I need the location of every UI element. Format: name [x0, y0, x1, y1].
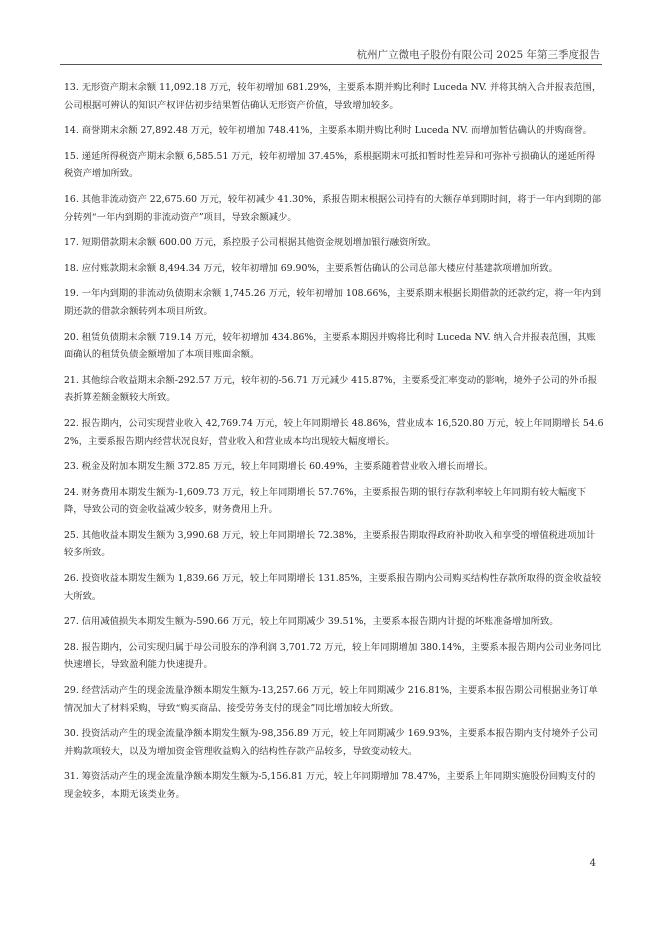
note-item: 27. 信用减值损失本期发生额为-590.66 万元，较上年同期减少 39.51%，主要系本报告期内计提的坏账准备增加所致。	[64, 616, 559, 628]
report-title: 杭州广立微电子股份有限公司 2025 年第三季度报告	[356, 49, 600, 61]
notes-list	[64, 79, 604, 812]
note-item: 17. 短期借款期末余额 600.00 万元，系控股子公司根据其他资金规划增加银行融资所致。	[64, 237, 437, 249]
note-item: 24. 财务费用本期发生额为-1,609.73 万元，较上年同期增长 57.76%，主要系报告期的银行存款利率较上年同期有较大幅度下降，导致公司的资金收益减少较多，财务费用上升。	[64, 486, 587, 516]
note-item: 22. 报告期内，公司实现营业收入 42,769.74 万元，较上年同期增长 48.86%，营业成本 16,520.80 万元，较上年同期增长 54.62%，主要系报告期内经营状况良好，营业收入和营业成本均出现较大幅度增长。	[64, 417, 604, 447]
note-item: 15. 递延所得税资产期末余额 6,585.51 万元，较年初增加 37.45%，系根据期末可抵扣暂时性差异和可弥补亏损确认的递延所得税资产增加所致。	[64, 150, 596, 180]
note-item: 20. 租赁负债期末余额 719.14 万元，较年初增加 434.86%，主要系本期因并购将比利时 Luceda NV. 纳入合并报表范围，其账面确认的租赁负债金额增加了本项目账面余额。	[64, 331, 596, 361]
note-item: 26. 投资收益本期发生额为 1,839.66 万元，较上年同期增长 131.85%，主要系报告期内公司购买结构性存款所取得的资金收益较大所致。	[64, 573, 602, 602]
note-item: 16. 其他非流动资产 22,675.60 万元，较年初减少 41.30%，系报告期末根据公司持有的大额存单到期时间，将于一年内到期的部分转列“一年内到期的非流动资产”项目，导致余额减少。	[64, 193, 602, 223]
note-item: 14. 商誉期末余额 27,892.48 万元，较年初增加 748.41%，主要系本期并购比利时 Luceda NV. 而增加暂估确认的并购商誉。	[64, 125, 592, 137]
note-item: 21. 其他综合收益期末余额-292.57 万元，较年初的-56.71 万元减少 415.87%，主要系受汇率变动的影响，境外子公司的外币报表折算差额金额较大所致。	[64, 374, 598, 404]
note-item: 23. 税金及附加本期发生额 372.85 万元，较上年同期增长 60.49%，主要系随着营业收入增长而增长。	[64, 461, 494, 473]
note-item: 19. 一年内到期的非流动负债期末余额 1,745.26 万元，较年初增加 108.66%，主要系期末根据长期借款的还款约定，将一年内到期还款的借款余额转列本项目所致。	[64, 288, 602, 317]
note-item: 29. 经营活动产生的现金流量净额本期发生额为-13,257.66 万元，较上年同期减少 216.81%，主要系本报告期公司根据业务订单情况加大了材料采购，导致“购买商品、接受劳务支付的现金”同比增加较大所致。	[64, 685, 598, 714]
page-header	[60, 44, 602, 65]
note-item: 25. 其他收益本期发生额为 3,990.68 万元，较上年同期增长 72.38%，主要系报告期取得政府补助收入和享受的增值税进项加计较多所致。	[64, 529, 596, 559]
note-item: 30. 投资活动产生的现金流量净额本期发生额为-98,356.89 万元，较上年同期减少 169.93%，主要系本报告期内支付境外子公司并购款项较大，以及为增加资金管理收益购入的结构性存款产品较多，导致变动较大。	[64, 728, 598, 757]
note-item: 31. 筹资活动产生的现金流量净额本期发生额为-5,156.81 万元，较上年同期增加 78.47%，主要系上年同期实施股份回购支付的现金较多，本期无该类业务。	[64, 771, 596, 800]
note-item: 28. 报告期内，公司实现归属于母公司股东的净利润 3,701.72 万元，较上年同期增加 380.14%，主要系本报告期内公司业务同比快速增长，导致盈利能力快速提升。	[64, 641, 602, 671]
page-number: 4	[589, 858, 596, 869]
note-item: 13. 无形资产期末余额 11,092.18 万元，较年初增加 681.29%，主要系本期并购比利时 Luceda NV. 并将其纳入合并报表范围，公司根据可辨认的知识产权评估初步结果暂估确认无形资产价值，导致增加较多。	[64, 82, 602, 111]
note-item: 18. 应付账款期末余额 8,494.34 万元，较年初增加 69.90%，主要系暂估确认的公司总部大楼应付基建款项增加所致。	[64, 262, 558, 274]
